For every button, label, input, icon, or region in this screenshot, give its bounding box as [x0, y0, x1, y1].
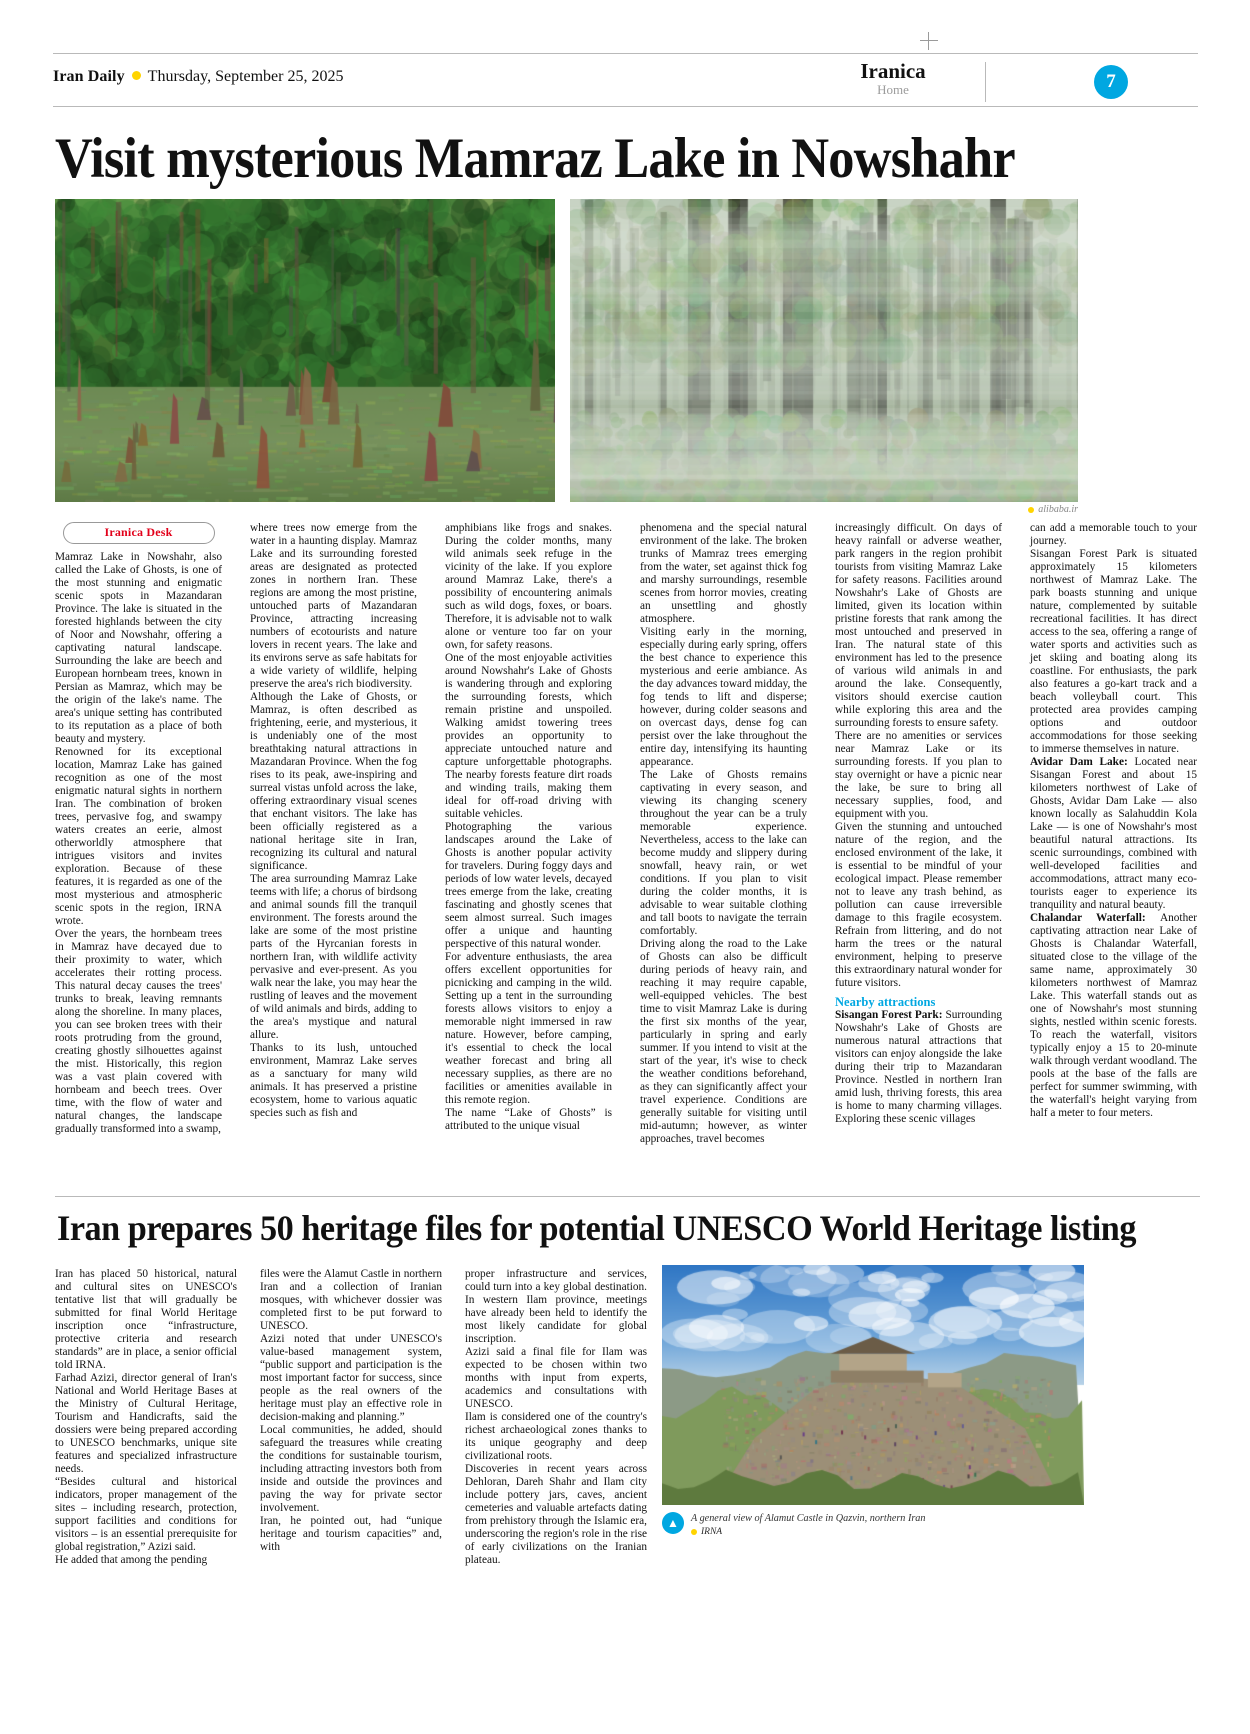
article1-column-4: [640, 522, 807, 1146]
paragraph: Renowned for its exceptional location, Mamraz Lake has gained recognition as one of the most enigmatic natural sights in northern Iran. The combination of broken trees, pervasive fog, and swampy waters creates an eerie, almost otherworldly atmosphere that intrigues visitors and invites exploration. Because of these features, it is regarded as one of the most mysterious and atmospheric scenic spots in the region, IRNA wrote.: [55, 746, 222, 927]
paragraph: Visiting early in the morning, especially during early spring, offers the best chance to experience this mysterious and eerie ambiance. As the day advances toward midday, the fog tends to lift and disperse; however, during colder seasons and on overcast days, dense fog can persist over the lake throughout the entire day, intensifying its haunting appearance.: [640, 626, 807, 768]
paragraph-chalandar: [1030, 912, 1197, 1120]
paragraph: “Besides cultural and historical indicators, proper management of the sites – including research, protection, support facilities and conditions for visitors – is an essential prerequisite for global registration,” Azizi said.: [55, 1476, 237, 1553]
paragraph: The name “Lake of Ghosts” is attributed to the unique visual: [445, 1107, 612, 1132]
paragraph: For adventure enthusiasts, the area offers excellent opportunities for picnicking and camping in the wild. Setting up a tent in the surrounding forests allows visitors to enjoy a memorable night immersed in raw nature. However, before camping, it's essential to check the local weather forecast and bring all necessary supplies, as there are no facilities or amenities available in this remote region.: [445, 951, 612, 1106]
article2-headline: Iran prepares 50 heritage files for potential UNESCO World Heritage listing: [57, 1208, 1136, 1248]
paragraph: Local communities, he added, should safeguard the treasures while creating the conditions for sustainable tourism, including attracting investors both from inside and outside the provinces and paving the way for private sector involvement.: [260, 1424, 442, 1514]
paragraph: Azizi noted that under UNESCO's value-based management system, “public support and participation is the most important factor for success, since people as the real owners of the heritage must play an effective role in decision-making and planning.”: [260, 1333, 442, 1423]
masthead-left: [53, 68, 343, 86]
article1-headline: Visit mysterious Mamraz Lake in Nowshahr: [55, 127, 1015, 190]
article2-body: [55, 1268, 655, 1566]
paragraph: phenomena and the special natural environment of the lake. The broken trunks of Mamraz trees emerging from the water, set against thick fog and marshy surroundings, resemble scenes from horror movies, creating an unsettling and ghostly atmosphere.: [640, 522, 807, 625]
article2-column-2: [260, 1268, 442, 1554]
article1-column-5: [835, 522, 1002, 1126]
paragraph: Given the stunning and untouched nature of the region, and the enclosed environment of the lake, it is essential to be mindful of your ecological impact. Please remember not to leave any trash behind, as pollution can cause irreversible damage to this fragile ecosystem. Refrain from littering, and do not harm the trees or the natural environment, helping to preserve this extraordinary natural wonder for future visitors.: [835, 821, 1002, 989]
paragraph: Over the years, the hornbeam trees in Mamraz have decayed due to their proximity to water, which accelerates their rotting process. This natural decay causes the trees' trunks to break, leaving remnants along the shoreline. In many places, you can see broken trees with their roots protruding from the ground, creating ghostly silhouettes against the mist. Historically, this region was a vast plain covered with hornbeam and beech trees. Over time, with the flow of water and natural changes, the landscape gradually transformed into a swamp,: [55, 928, 222, 1135]
paragraph: increasingly difficult. On days of heavy rainfall or adverse weather, park rangers in the region prohibit tourists from visiting Mamraz Lake for safety reasons. Facilities around Nowshahr's Lake of Ghosts are limited, given its location within pristine forests that rank among the most untouched and preserved in Iran. The natural state of this environment has led to the presence of various wild animals in and around the lake. Consequently, visitors should exercise caution while exploring this area and the surrounding forests to ensure safety.: [835, 522, 1002, 729]
desk-badge: Iranica Desk: [63, 522, 215, 544]
article2-caption-block: [662, 1512, 1092, 1537]
section-name: Iranica: [860, 59, 926, 83]
section-divider: [55, 1196, 1200, 1197]
paragraph: Thanks to its lush, untouched environment, Mamraz Lake serves as a sanctuary for many wild animals. It has preserved a pristine ecosystem, home to various aquatic species such as fish and: [250, 1042, 417, 1119]
paragraph-text: Surrounding Nowshahr's Lake of Ghosts are numerous natural attractions that visitors can enjoy alongside the lake during their trip to Mazandaran Province. Nestled in northern Iran amid lush, thriving forests, this area is home to many charming villages. Exploring these scenic villages: [835, 1009, 1002, 1125]
section-title-block: [813, 60, 973, 98]
paragraph: Mamraz Lake in Nowshahr, also called the Lake of Ghosts, is one of the most stunning and enigmatic scenic spots in Mazandaran Province. The lake is situated in the forested highlands between the city of Noor and Nowshahr, offering a captivating natural landscape. Surrounding the lake are beech and European hornbeam trees, known in Persian as Mamraz, which may be the origin of the lake's name. The area's unique setting has contributed to its reputation as a place of both beauty and mystery.: [55, 551, 222, 745]
bold-lead-in: Avidar Dam Lake:: [1030, 756, 1135, 768]
paragraph: Ilam is considered one of the country's richest archaeological zones thanks to its unique geography and deep civilizational roots.: [465, 1411, 647, 1462]
paragraph: Discoveries in recent years across Dehloran, Dareh Shahr and Ilam city include pottery jars, caves, ancient cemeteries and valuable artefacts dating from prehistory through the Islamic era, underscoring the region's role in the rise of early civilizations on the Iranian plateau.: [465, 1463, 647, 1566]
paragraph: Farhad Azizi, director general of Iran's National and World Heritage Bases at the Ministry of Cultural Heritage, Tourism and Handicrafts, said the dossiers were being prepared according to UNESCO benchmarks, unique site features and specialized infrastructure needs.: [55, 1372, 237, 1475]
caption-source: [691, 1527, 926, 1537]
paragraph: There are no amenities or services near Mamraz Lake or its surrounding forests. If you plan to stay overnight or have a picnic near the lake, be sure to bring all necessary supplies, food, and equipment with you.: [835, 730, 1002, 820]
masthead-vertical-rule: [985, 62, 986, 102]
yellow-dot-icon: [1028, 507, 1034, 513]
paragraph: One of the most enjoyable activities around Nowshahr's Lake of Ghosts is wandering through and exploring the surrounding forests, which remain pristine and unspoiled. Walking amidst towering trees provides an opportunity to appreciate untouched nature and capture unforgettable photographs. The nearby forests feature dirt roads and winding trails, making them ideal for off-road driving with suitable vehicles.: [445, 652, 612, 820]
masthead-bottom-rule: [53, 106, 1198, 107]
photo-credit-text: alibaba.ir: [1038, 504, 1078, 515]
article1-body: [55, 522, 1200, 1172]
article1-column-3: [445, 522, 612, 1133]
article1-photo-lake: [55, 199, 555, 502]
article2-column-3: [465, 1268, 647, 1567]
article1-column-1: [55, 522, 222, 1136]
paragraph: Sisangan Forest Park is situated approximately 15 kilometers northwest of Mamraz Lake. The park boasts stunning and unique nature, complemented by suitable recreational facilities. It has direct access to the sea, offering a range of water sports and activities such as jet skiing and boating along its coastline. For enthusiasts, the park also features a go-kart track and a beach volleyball court. This protected area provides camping options and outdoor accommodations for those seeking to immerse themselves in nature.: [1030, 548, 1197, 755]
article1-column-6: [1030, 522, 1197, 1120]
article1-photo-foggy-forest: [570, 199, 1078, 515]
article2-photo-alamut-castle: [662, 1265, 1084, 1505]
issue-date: Thursday, September 25, 2025: [147, 68, 344, 85]
paragraph: The area surrounding Mamraz Lake teems with life; a chorus of birdsong and animal sounds fill the tranquil environment. The forests around the lake are some of the most pristine parts of the Hyrcanian forests in northern Iran, with wildlife activity pervasive and ever-present. As you walk near the lake, you may hear the rustling of leaves and the movement of wild animals and birds, adding to the area's mystique and natural allure.: [250, 873, 417, 1041]
paragraph: Iran has placed 50 historical, natural and cultural sites on UNESCO's tentative list that will gradually be submitted for final World Heritage inscription once “infrastructure, protective criteria and research standards” are in place, a senior official told IRNA.: [55, 1268, 237, 1371]
brand-name: Iran Daily: [53, 68, 125, 85]
masthead: [53, 53, 1198, 107]
yellow-dot-icon: [691, 1529, 697, 1535]
chevron-up-icon: ▲: [662, 1512, 684, 1534]
paragraph-sisangan: [835, 1009, 1002, 1126]
photo-credit: [1028, 504, 1078, 515]
article1-column-2: [250, 522, 417, 1120]
paragraph-text: Another captivating attraction near Lake of Ghosts is Chalandar Waterfall, situated close to the village of the same name, approximately 30 kilometers northwest of Mamraz Lake. This waterfall stands out as one of Nowshahr's most stunning sights, nestled within scenic forests. To reach the waterfall, visitors typically enjoy a 15 to 20-minute walk through verdant woodland. The pools at the base of the falls are perfect for summer swimming, with the waterfall's height varying from half a meter to four meters.: [1030, 912, 1198, 1119]
paragraph: Although the Lake of Ghosts, or Mamraz, is often described as frightening, eerie, and mysterious, it is undeniably one of the most breathtaking natural attractions in Mazandaran Province. When the fog rises to its peak, awe-inspiring and surreal vistas unfold across the lake, offering extraordinary visual scenes that enchant visitors. The lake has been officially registered as a national heritage site in Iran, recognizing its cultural and natural significance.: [250, 691, 417, 872]
paragraph: Azizi said a final file for Ilam was expected to be chosen within two months with input from experts, academics and consultations with UNESCO.: [465, 1346, 647, 1410]
paragraph-avidar: [1030, 756, 1197, 912]
paragraph: proper infrastructure and services, could turn into a key global destination. In western Ilam province, meetings have already been held to identify the most likely candidate for global inscription.: [465, 1268, 647, 1345]
paragraph: Photographing the various landscapes around the Lake of Ghosts is another popular activity for travelers. During foggy days and periods of low water levels, decayed trees emerge from the lake, creating fascinating and ghostly scenes that seem almost surreal. Such images offer a unique and haunting perspective of this natural wonder.: [445, 821, 612, 950]
bold-lead-in: Chalandar Waterfall:: [1030, 912, 1160, 924]
subhead-nearby-attractions: Nearby attractions: [835, 995, 936, 1009]
paragraph: where trees now emerge from the water in a haunting display. Mamraz Lake and its surrounding forested areas are designated as protected zones in northern Iran. These regions are among the most pristine, untouched parts of Mazandaran Province, attracting increasing numbers of ecotourists and nature lovers in recent years. The lake and its environs serve as safe habitats for a wide variety of wildlife, helping preserve the area's rich biodiversity.: [250, 522, 417, 690]
article2-column-1: [55, 1268, 237, 1567]
paragraph: can add a memorable touch to your journey.: [1030, 522, 1197, 547]
caption-text: A general view of Alamut Castle in Qazvin, northern Iran: [691, 1513, 926, 1524]
yellow-dot-icon: [132, 71, 141, 80]
paragraph: Iran, he pointed out, had “unique heritage and tourism capacities” and, with: [260, 1515, 442, 1553]
paragraph: He added that among the pending: [55, 1554, 208, 1566]
subsection-name: Home: [877, 82, 909, 98]
page-number-badge: 7: [1094, 65, 1128, 99]
paragraph: Driving along the road to the Lake of Ghosts can also be difficult during periods of heavy rain, and reaching it may require capable, well-equipped vehicles. The best time to visit Mamraz Lake is during the first six months of the year, particularly in spring and early summer. If you intend to visit at the start of the year, it's wise to check the weather conditions beforehand, as they can significantly affect your travel experience. Conditions are generally suitable for visiting until mid-autumn; however, as winter approaches, travel becomes: [640, 938, 807, 1145]
caption-source-text: IRNA: [701, 1527, 723, 1537]
paragraph: amphibians like frogs and snakes. During the colder months, many wild animals seek refuge in the vicinity of the lake. If you explore around Mamraz Lake, there's a possibility of encountering animals such as wild dogs, foxes, or boars. Therefore, it is advisable not to walk alone or venture too far on your own, for safety reasons.: [445, 522, 612, 651]
crop-mark-icon: [920, 32, 938, 50]
bold-lead-in: Sisangan Forest Park:: [835, 1009, 946, 1021]
paragraph: The Lake of Ghosts remains captivating in every season, and viewing its changing scenery throughout the year can be a truly memorable experience. Nevertheless, access to the lake can become muddy and slippery during snowfall, heavy rain, or wet conditions. If you plan to visit during the colder months, it is advisable to wear suitable clothing and tall boots to navigate the terrain comfortably.: [640, 769, 807, 937]
paragraph-text: Located near Sisangan Forest and about 15 kilometers northwest of Lake of Ghosts, Avidar Dam Lake — also known locally as Salahuddin Kola Lake — is one of Nowshahr's most beautiful natural attractions. Its scenic surroundings, combined with well-developed facilities and accommodations, attract many eco-tourists eager to experience its tranquility and natural beauty.: [1030, 756, 1197, 911]
paragraph: files were the Alamut Castle in northern Iran and a collection of Iranian mosques, with whichever dossier was completed first to be put forward to UNESCO.: [260, 1268, 442, 1332]
